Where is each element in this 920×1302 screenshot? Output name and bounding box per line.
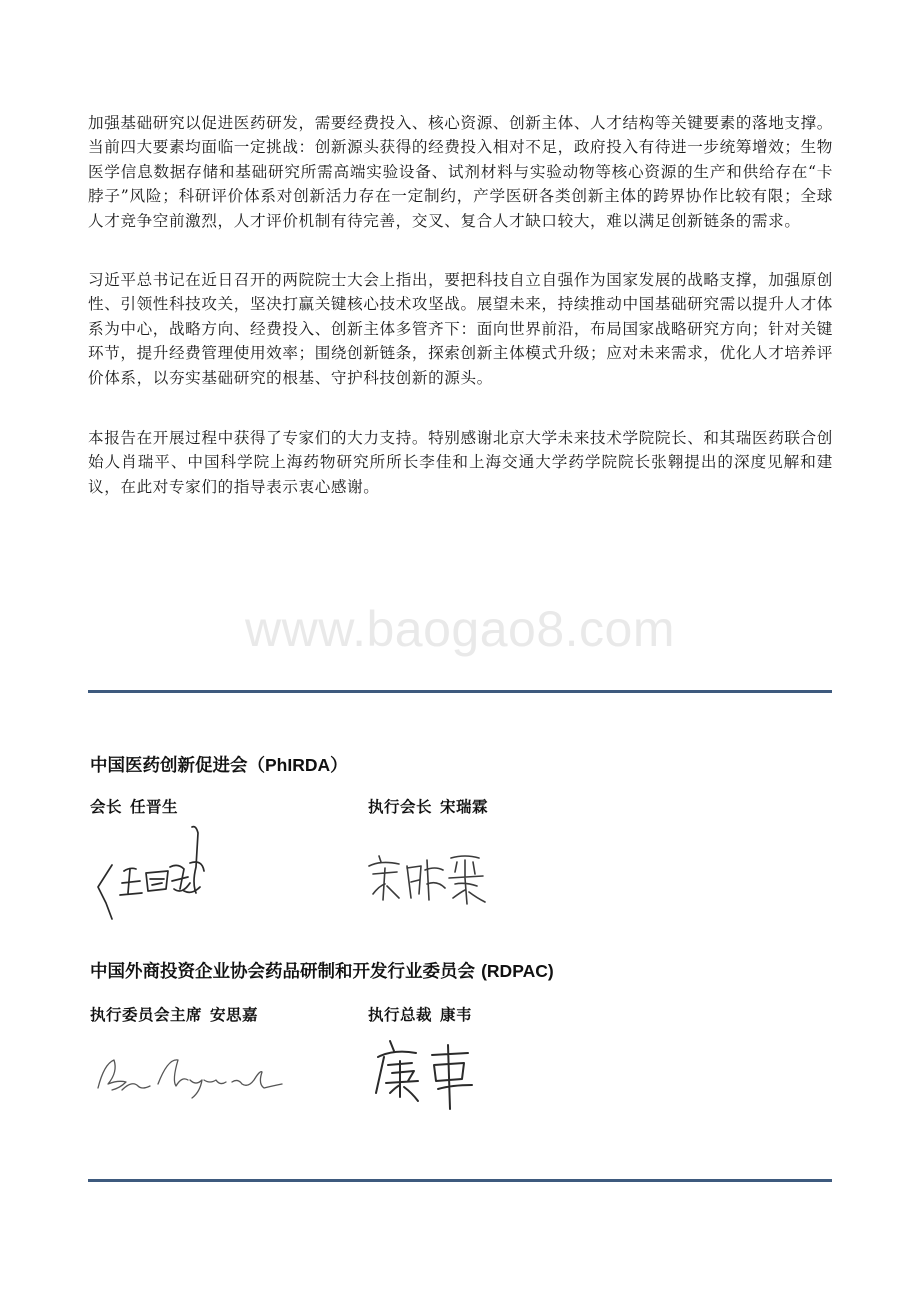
org-name: 中国外商投资企业协会药品研制和开发行业委员会: [90, 962, 475, 982]
org-name: 中国医药创新促进会: [90, 756, 248, 776]
signatory-general-manager: [368, 1003, 472, 1025]
signatory-title: 执行委员会主席: [90, 1005, 203, 1024]
signatory-title: 会长: [90, 797, 123, 816]
signatory-executive-chairman: [368, 795, 488, 817]
body-paragraph-3: 本报告在开展过程中获得了专家们的大力支持。特别感谢北京大学未来技术学院院长、和其瑞医药联合创始人肖瑞平、中国科学院上海药物研究所所长李佳和上海交通大学药学院院长张翱提出的深度见解和建议，在此对专家们的指导表示衷心感谢。: [88, 429, 833, 496]
signature-an-icon: [92, 1050, 292, 1102]
org-title-phirda: [90, 752, 348, 777]
body-paragraph-2: 习近平总书记在近日召开的两院院士大会上指出，要把科技自立自强作为国家发展的战略支撑，加强原创性、引领性科技攻关，坚决打赢关键核心技术攻坚战。展望未来，持续推动中国基础研究需以提升人才体系为中心，战略方向、经费投入、创新主体多管齐下：面向世界前沿，布局国家战略研究方向；针对关键环节，提升经费管理使用效率；围绕创新链条，探索创新主体模式升级；应对未来需求，优化人才培养评价体系，以夯实基础研究的根基、守护科技创新的源头。: [88, 271, 833, 387]
watermark: www.baogao8.com: [245, 601, 675, 657]
signature-kang-icon: [368, 1035, 488, 1111]
org-title-rdpac: [90, 958, 554, 983]
divider-bottom: [88, 1179, 832, 1182]
signatory-person: 康韦: [440, 1005, 473, 1024]
signatory-title: 执行总裁: [368, 1005, 433, 1024]
org-abbr: (RDPAC): [481, 961, 554, 981]
signatory-person: 安思嘉: [210, 1005, 259, 1024]
signatory-person: 任晋生: [130, 797, 179, 816]
signature-ren-icon: [92, 823, 222, 925]
body-paragraph-1: 加强基础研究以促进医药研发，需要经费投入、核心资源、创新主体、人才结构等关键要素的落地支撑。当前四大要素均面临一定挑战：创新源头获得的经费投入相对不足，政府投入有待进一步统筹增效；生物医学信息数据存储和基础研究所需高端实验设备、试剂材料与实验动物等核心资源的生产和供给存在“卡脖子”风险；科研评价体系对创新活力存在一定制约，产学医研各类创新主体的跨界协作比较有限；全球人才竞争空前激烈，人才评价机制有待完善，交叉、复合人才缺口较大，难以满足创新链条的需求。: [88, 114, 833, 230]
org-abbr: （PhIRDA）: [247, 755, 348, 775]
divider-top: [88, 690, 832, 693]
signatory-chairman: [90, 795, 178, 817]
signature-song-icon: [365, 848, 495, 910]
signatory-chair-executive-committee: [90, 1003, 258, 1025]
signatory-person: 宋瑞霖: [440, 797, 489, 816]
signatory-title: 执行会长: [368, 797, 433, 816]
